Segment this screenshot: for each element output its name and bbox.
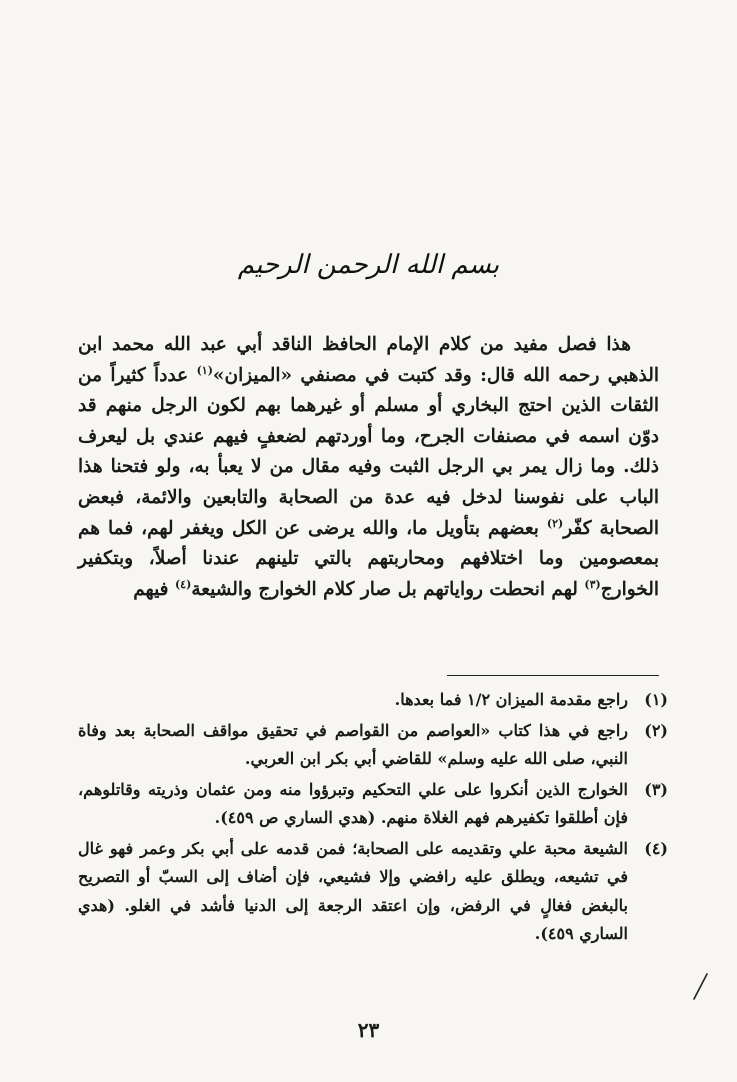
text-segment: هذا فصل مفيد من كلام الإمام الحافظ الناقد أبي عبد الله محمد ابن الذهبي رحمه الله قال: وقد كتبت في مصنفي «الميزان» <box>78 334 660 386</box>
main-text <box>78 330 659 605</box>
text-segment: عدداً كثيراً من الثقات الذين احتج البخاري أو مسلم أو غيرهما بهم لكون الرجل منهم قد دوّن اسمه في مصنفات الجرح، وما أوردتهم لضعفٍ فيهم عندي بل ليعرف ذلك. وما زال يمر بي الرجل الثبت وفيه مقال من لا يعبأ به، ولو فتحنا هذا الباب على نفوسنا لدخل فيه عدة من الصحابة والتابعين والائمة، فبعض الصحابة كفّر <box>78 364 659 539</box>
footnotes <box>78 686 668 951</box>
footnote-number: (٣) <box>644 779 668 799</box>
footnote-text: الخوارج الذين أنكروا على علي التحكيم وتبرؤوا منه ومن عثمان وذريته وقاتلوهم، فإن أطلقوا تكفيرهم فهم الغلاة منهم. (هدي الساري ص ٤٥٩). <box>78 779 628 827</box>
footnote-ref-3: (٣) <box>584 577 601 591</box>
footnote-2 <box>78 717 668 774</box>
footnote-number: (٤) <box>644 838 668 858</box>
text-segment: فيهم <box>133 578 175 600</box>
footnote-3 <box>78 776 668 833</box>
footnote-text: الشيعة محبة علي وتقديمه على الصحابة؛ فمن قدمه على أبي بكر وعمر فهو غال في تشيعه، ويطلق عليه رافضي وإلا فشيعي، فإن أضاف إلى السبّ أو التصريح بالبغض فغالٍ في الرفض، وإن اعتقد الرجعة إلى الدنيا فأشد في الغلو. (هدي الساري ٤٥٩). <box>78 838 628 943</box>
footnote-ref-1: (١) <box>196 363 213 377</box>
footnote-4 <box>78 835 668 949</box>
page-number: ٢٣ <box>357 1018 380 1042</box>
text-segment: لهم انحطت رواياتهم بل صار كلام الخوارج والشيعة <box>191 578 585 600</box>
footnote-ref-4: (٤) <box>174 577 192 591</box>
pen-mark-icon <box>690 972 710 1002</box>
footnote-1 <box>78 686 668 715</box>
footnote-text: راجع في هذا كتاب «العواصم من القواصم في تحقيق مواقف الصحابة بعد وفاة النبي، صلى الله عليه وسلم» للقاضي أبي بكر ابن العربي. <box>78 720 628 768</box>
main-paragraph <box>78 330 659 605</box>
text-segment: بعضهم بتأويل ما، والله يرضى عن الكل ويغفر لهم، فما هم بمعصومين وما اختلافهم ومحاربتهم بالتي تلينهم عندنا أصلاً، وبتكفير الخوارج <box>78 517 659 600</box>
footnote-number: (٢) <box>644 720 668 740</box>
basmala-heading: بسم الله الرحمن الرحيم <box>237 250 500 280</box>
footnote-number: (١) <box>644 690 668 709</box>
footnote-ref-2: (٢) <box>546 516 564 530</box>
footnote-text: راجع مقدمة الميزان ١/٢ فما بعدها. <box>394 690 628 709</box>
footnote-divider <box>447 675 659 676</box>
